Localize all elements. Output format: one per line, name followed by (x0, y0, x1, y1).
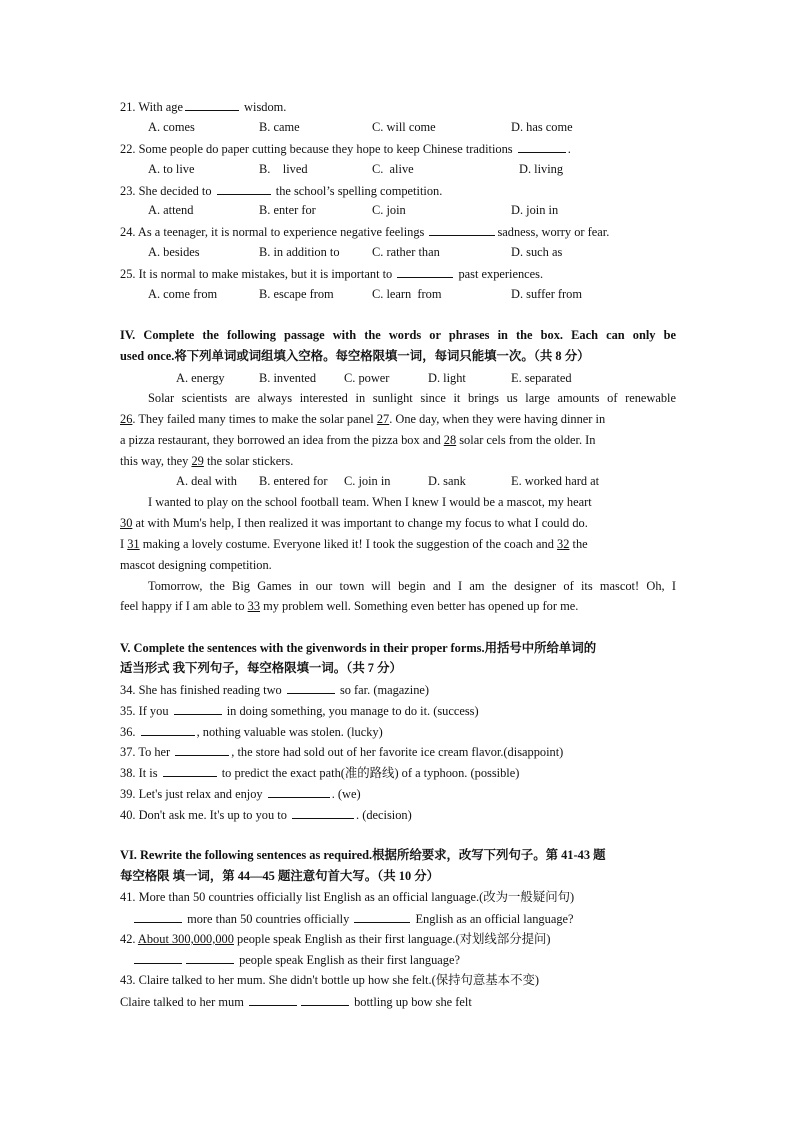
question-number: 21. (120, 100, 136, 114)
section-heading: 每空格限 填一词，第 44—45 题注意句首大写。（共 10 分） (120, 869, 440, 883)
option-a[interactable]: A. come from (148, 287, 218, 301)
section-heading: V. Complete the sentences with the givenwords in their proper forms.用括号中所给单词的 (120, 641, 597, 655)
passage-line: this way, they 29 the solar stickers. (120, 454, 294, 468)
underlined-part: About 300,000,000 (137, 932, 234, 946)
question-25: 25. It is normal to make mistakes, but it is important to past experiences. (120, 267, 544, 281)
word-box-item: D. sank (428, 474, 466, 488)
option-b[interactable]: B. lived (259, 162, 308, 176)
word-box-item: B. entered for (259, 474, 328, 488)
blank-number[interactable]: 26 (120, 412, 133, 426)
passage-line: 26. They failed many times to make the solar panel 27. One day, when they were having dinner in (120, 412, 606, 426)
option-a[interactable]: A. besides (148, 245, 200, 259)
rewrite-answer-41: more than 50 countries officially English as an official language? (132, 910, 676, 927)
word-box-item: C. power (344, 371, 390, 385)
rewrite-question-43: 43. Claire talked to her mum. She didn't bottle up how she felt.(保持句意基本不变) (120, 973, 539, 987)
answer-blank[interactable] (301, 993, 349, 1006)
blank-number[interactable]: 33 (247, 599, 261, 613)
question-21: 21. With age wisdom. (120, 100, 287, 114)
blank-number[interactable]: 32 (557, 537, 570, 551)
answer-blank[interactable] (354, 910, 410, 923)
option-a[interactable]: A. attend (148, 203, 194, 217)
answer-blank[interactable] (217, 182, 271, 195)
answer-blank[interactable] (134, 910, 182, 923)
sentence-item: 36. , nothing valuable was stolen. (lucky) (120, 725, 383, 739)
blank-number[interactable]: 27 (376, 412, 390, 426)
passage-line: I wanted to play on the school football team. When I knew I would be a mascot, my heart (148, 495, 592, 509)
answer-blank[interactable] (268, 785, 330, 798)
answer-blank[interactable] (175, 743, 229, 756)
sentence-item: 34. She has finished reading two so far. (magazine) (120, 683, 430, 697)
sentence-item: 35. If you in doing something, you manage to do it. (success) (120, 704, 479, 718)
passage-line: a pizza restaurant, they borrowed an idea from the pizza box and 28 solar cels from the older. In (120, 433, 596, 447)
answer-blank[interactable] (287, 681, 335, 694)
option-d[interactable]: D. living (519, 162, 564, 176)
answer-blank[interactable] (174, 702, 222, 715)
sentence-item: 37. To her , the store had sold out of her favorite ice cream flavor.(disappoint) (120, 745, 564, 759)
option-a[interactable]: A. comes (148, 120, 195, 134)
answer-blank[interactable] (429, 223, 495, 236)
rewrite-answer-42: people speak English as their first language? (132, 951, 676, 968)
passage-line: 30 at with Mum's help, I then realized it was important to change my focus to what I could do. (120, 516, 588, 530)
answer-blank[interactable] (292, 806, 354, 819)
blank-number[interactable]: 29 (191, 454, 204, 468)
section-heading: used once.将下列单词或词组填入空格。每空格限填一词，每词只能填一次。（共 8 分） (120, 349, 590, 363)
option-c[interactable]: C. join (372, 203, 406, 217)
blank-number[interactable]: 31 (127, 537, 140, 551)
option-d[interactable]: D. such as (511, 245, 563, 259)
option-d[interactable]: D. has come (511, 120, 573, 134)
blank-number[interactable]: 30 (120, 516, 133, 530)
answer-blank[interactable] (163, 764, 217, 777)
passage-line: I 31 making a lovely costume. Everyone liked it! I took the suggestion of the coach and 32 the (120, 537, 588, 551)
option-d[interactable]: D. suffer from (511, 287, 582, 301)
answer-blank[interactable] (141, 723, 195, 736)
sentence-item: 39. Let's just relax and enjoy . (we) (120, 787, 361, 801)
answer-blank[interactable] (186, 951, 234, 964)
rewrite-answer-43: Claire talked to her mum bottling up bow she felt (120, 995, 472, 1009)
answer-blank[interactable] (134, 951, 182, 964)
rewrite-question-41: 41. More than 50 countries officially list English as an official language.(改为一般疑问句) (120, 890, 575, 904)
answer-blank[interactable] (249, 993, 297, 1006)
question-22: 22. Some people do paper cutting because they hope to keep Chinese traditions . (120, 142, 571, 156)
word-box-item: A. energy (176, 371, 225, 385)
section-heading: VI. Rewrite the following sentences as required.根据所给要求，改写下列句子。第 41-43 题 (120, 848, 606, 862)
option-c[interactable]: C. will come (372, 120, 436, 134)
rewrite-question-42: 42. About 300,000,000 people speak English as their first language.(对划线部分提问) (120, 932, 551, 946)
sentence-item: 38. It is to predict the exact path(准的路线) of a typhoon. (possible) (120, 766, 520, 780)
option-c[interactable]: C. learn from (372, 287, 442, 301)
option-c[interactable]: C. rather than (372, 245, 440, 259)
answer-blank[interactable] (397, 265, 453, 278)
blank-number[interactable]: 28 (443, 433, 457, 447)
passage-line: mascot designing competition. (120, 558, 272, 572)
option-b[interactable]: B. in addition to (259, 245, 340, 259)
option-b[interactable]: B. escape from (259, 287, 334, 301)
section-heading: 适当形式 我下列句子，每空格限填一词。（共 7 分） (120, 661, 402, 675)
passage-line: feel happy if I am able to 33 my problem well. Something even better has opened up for me. (120, 599, 579, 613)
word-box-item: B. invented (259, 371, 317, 385)
option-b[interactable]: B. enter for (259, 203, 316, 217)
word-box-item: C. join in (344, 474, 391, 488)
option-d[interactable]: D. join in (511, 203, 559, 217)
option-c[interactable]: C. alive (372, 162, 414, 176)
word-box-item: D. light (428, 371, 466, 385)
option-a[interactable]: A. to live (148, 162, 195, 176)
question-23: 23. She decided to the school’s spelling competition. (120, 184, 443, 198)
question-24: 24. As a teenager, it is normal to experience negative feelings sadness, worry or fear. (120, 225, 610, 239)
word-box-item: E. worked hard at (511, 474, 600, 488)
word-box-item: E. separated (511, 371, 572, 385)
passage-line: Solar scientists are always interested in sunlight since it brings us large amounts of renewable (148, 391, 676, 405)
option-b[interactable]: B. came (259, 120, 300, 134)
answer-blank[interactable] (185, 98, 239, 111)
section-heading: IV. Complete the following passage with the words or phrases in the box. Each can only be (120, 328, 676, 342)
passage-line: Tomorrow, the Big Games in our town will begin and I am the designer of its mascot! Oh, I (148, 579, 676, 593)
answer-blank[interactable] (518, 140, 566, 153)
sentence-item: 40. Don't ask me. It's up to you to . (decision) (120, 808, 412, 822)
word-box-item: A. deal with (176, 474, 237, 488)
